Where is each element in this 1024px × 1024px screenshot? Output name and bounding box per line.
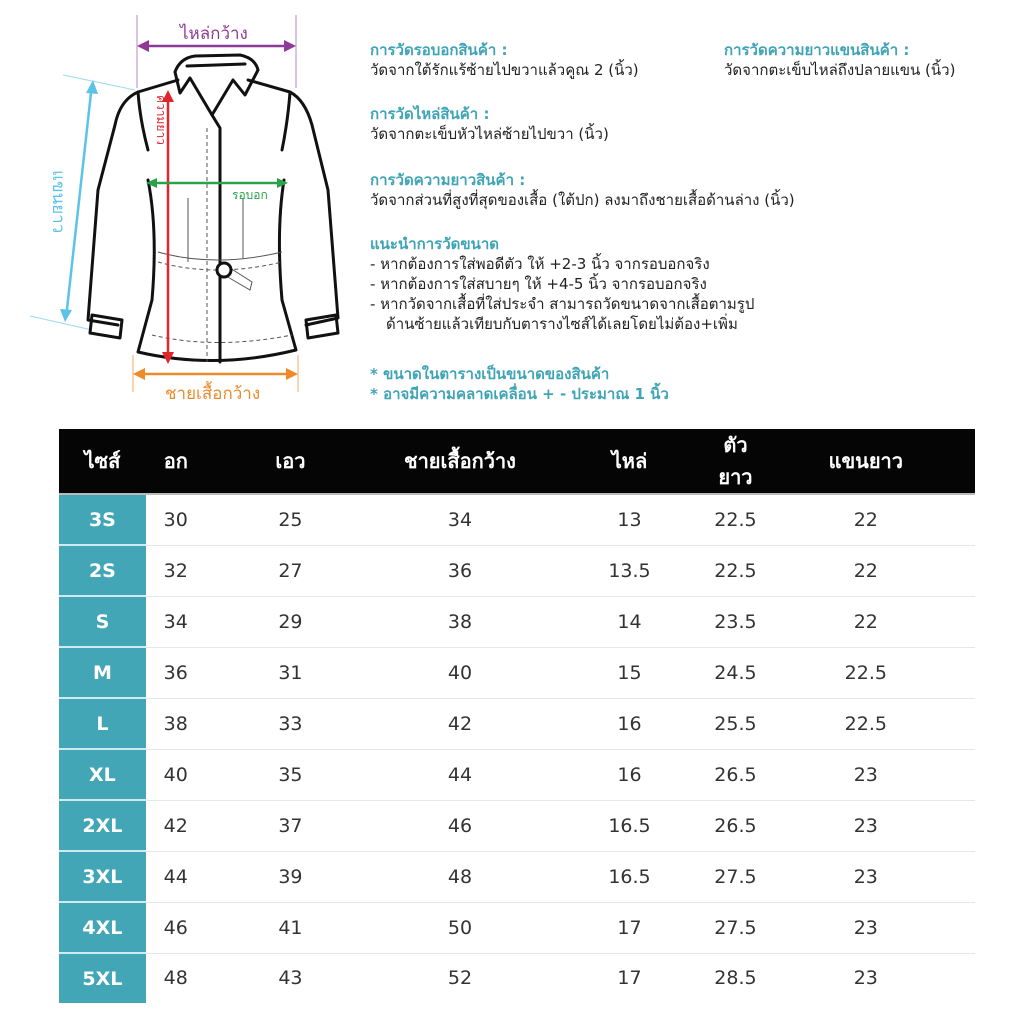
cell-sleeve-length: 22.5 [757, 647, 975, 698]
body-length-label: ความยาว [154, 95, 168, 145]
cell-size: 2XL [59, 800, 146, 851]
cell-sleeve-length: 22 [757, 545, 975, 596]
cell-body-length: 26.5 [714, 800, 756, 851]
cell-waist: 43 [278, 967, 303, 990]
table-row [59, 698, 975, 749]
cell-chest: 42 [146, 800, 206, 851]
jacket-measurement-diagram [0, 0, 360, 420]
length-measure-heading: การวัดความยาวสินค้า : [370, 171, 526, 189]
cell-size: 3XL [59, 851, 146, 902]
cell-size: 4XL [59, 902, 146, 953]
cell-sleeve-length: 23 [853, 967, 878, 990]
cell-shoulder: 15 [545, 647, 715, 698]
header-chest: อก [146, 429, 206, 494]
table-row [59, 596, 975, 647]
cell-sleeve-length: 22.5 [757, 698, 975, 749]
cell-size: L [59, 698, 146, 749]
cell-body-length: 25.5 [714, 698, 756, 749]
header-shoulder: ไหล่ [545, 429, 715, 494]
cell-hem-width: 34 [375, 494, 545, 545]
cell-shoulder: 16.5 [545, 800, 715, 851]
cell-body-length: 27.5 [714, 851, 756, 902]
table-row [59, 647, 975, 698]
cell-sleeve-length: 23 [757, 800, 975, 851]
sleeve-measure-text: วัดจากตะเข็บไหล่ถึงปลายแขน (นิ้ว) [724, 61, 956, 79]
cell-body-length: 23.5 [714, 596, 756, 647]
cell-hem-width: 50 [375, 902, 545, 953]
cell-chest: 44 [146, 851, 206, 902]
cell-sleeve-length: 23 [757, 902, 975, 953]
cell-waist: 39 [206, 851, 376, 902]
cell-waist: 31 [206, 647, 376, 698]
chest-measure-heading: การวัดรอบอกสินค้า : [370, 41, 508, 59]
cell-waist: 27 [206, 545, 376, 596]
advice-item: - หากต้องการใส่สบายๆ ให้ +4-5 นิ้ว จากรอบอกจริง [370, 275, 707, 293]
cell-sleeve-length: 23 [757, 851, 975, 902]
shoulder-measure-heading: การวัดไหล่สินค้า : [370, 105, 490, 123]
advice-item: - หากต้องการใส่พอดีตัว ให้ +2-3 นิ้ว จากรอบอกจริง [370, 255, 710, 273]
length-measure-text: วัดจากส่วนที่สูงที่สุดของเสื้อ (ใต้ปก) ลงมาถึงชายเสื้อด้านล่าง (นิ้ว) [370, 191, 795, 209]
cell-chest: 32 [146, 545, 206, 596]
table-row [59, 545, 975, 596]
table-row [59, 800, 975, 851]
chest-label: รอบอก [232, 188, 268, 202]
cell-hem-width: 52 [447, 967, 473, 990]
note-tolerance: * อาจมีความคลาดเคลื่อน + - ประมาณ 1 นิ้ว [370, 385, 669, 403]
sleeve-length-label: แขนยาว [48, 170, 68, 234]
cell-body-length: 26.5 [714, 749, 756, 800]
cell-size: S [59, 596, 146, 647]
shoulder-measure-text: วัดจากตะเข็บหัวไหล่ซ้ายไปขวา (นิ้ว) [370, 125, 609, 143]
cell-body-length: 28.5 [714, 967, 757, 990]
size-chart-table [59, 429, 975, 1003]
cell-chest: 36 [146, 647, 206, 698]
chest-measure-text: วัดจากใต้รักแร้ซ้ายไปขวาแล้วคูณ 2 (นิ้ว) [370, 61, 639, 79]
cell-chest: 46 [146, 902, 206, 953]
header-waist: เอว [206, 429, 376, 494]
cell-chest: 38 [146, 698, 206, 749]
cell-hem-width: 46 [375, 800, 545, 851]
chest-measure-instruction [370, 40, 639, 80]
header-sleeve-length: แขนยาว [757, 429, 975, 494]
cell-chest: 34 [146, 596, 206, 647]
cell-body-length: 27.5 [714, 902, 756, 953]
cell-size: XL [59, 749, 146, 800]
cell-waist: 33 [206, 698, 376, 749]
cell-hem-width: 48 [375, 851, 545, 902]
table-row [59, 749, 975, 800]
cell-sleeve-length: 22 [757, 596, 975, 647]
cell-shoulder: 13 [545, 494, 715, 545]
advice-item-continuation: ด้านซ้ายแล้วเทียบกับตารางไซส์ได้เลยโดยไม่ต้อง+เพิ่ม [386, 315, 738, 333]
header-hem-width: ชายเสื้อกว้าง [375, 429, 545, 494]
cell-hem-width: 38 [375, 596, 545, 647]
sleeve-measure-heading: การวัดความยาวแขนสินค้า : [724, 41, 910, 59]
cell-shoulder: 17 [545, 902, 715, 953]
table-header-row [59, 429, 975, 494]
header-body-length: ตัวยาว [714, 429, 756, 494]
cell-body-length: 22.5 [714, 494, 756, 545]
cell-size: 5XL [59, 953, 146, 1003]
cell-chest: 48 [163, 967, 188, 990]
hem-width-label: ชายเสื้อกว้าง [165, 384, 261, 404]
table-row [59, 494, 975, 545]
header-size: ไซส์ [59, 429, 146, 494]
shoulder-measure-instruction [370, 104, 609, 144]
cell-shoulder: 17 [617, 967, 642, 990]
table-row [59, 851, 975, 902]
table-row [59, 902, 975, 953]
sizing-advice-list [370, 254, 754, 334]
table-notes [370, 364, 669, 404]
cell-chest: 40 [146, 749, 206, 800]
cell-waist: 37 [206, 800, 376, 851]
cell-hem-width: 36 [375, 545, 545, 596]
cell-sleeve-length: 22 [757, 494, 975, 545]
cell-sleeve-length: 23 [757, 749, 975, 800]
cell-shoulder: 13.5 [545, 545, 715, 596]
cell-shoulder: 16 [545, 698, 715, 749]
cell-hem-width: 42 [375, 698, 545, 749]
cell-size: 3S [59, 494, 146, 545]
cell-waist: 29 [206, 596, 376, 647]
length-measure-instruction [370, 170, 795, 210]
shoulder-width-label: ไหล่กว้าง [180, 24, 248, 44]
sleeve-measure-instruction [724, 40, 955, 80]
cell-chest: 30 [146, 494, 206, 545]
advice-item: - หากวัดจากเสื้อที่ใส่ประจำ สามารถวัดขนาดจากเสื้อตามรูป [370, 295, 755, 313]
cell-waist: 41 [206, 902, 376, 953]
cell-hem-width: 40 [375, 647, 545, 698]
cell-body-length: 22.5 [714, 545, 756, 596]
cell-size: 2S [59, 545, 146, 596]
cell-waist: 35 [206, 749, 376, 800]
cell-size: M [59, 647, 146, 698]
cell-shoulder: 16 [545, 749, 715, 800]
cell-hem-width: 44 [375, 749, 545, 800]
cell-shoulder: 14 [545, 596, 715, 647]
sizing-advice-heading: แนะนำการวัดขนาด [370, 235, 500, 253]
sizing-advice [370, 234, 754, 334]
cell-body-length: 24.5 [714, 647, 756, 698]
table-row [59, 953, 975, 1003]
cell-shoulder: 16.5 [545, 851, 715, 902]
note-product-size: * ขนาดในตารางเป็นขนาดของสินค้า [370, 365, 610, 383]
cell-waist: 25 [206, 494, 376, 545]
